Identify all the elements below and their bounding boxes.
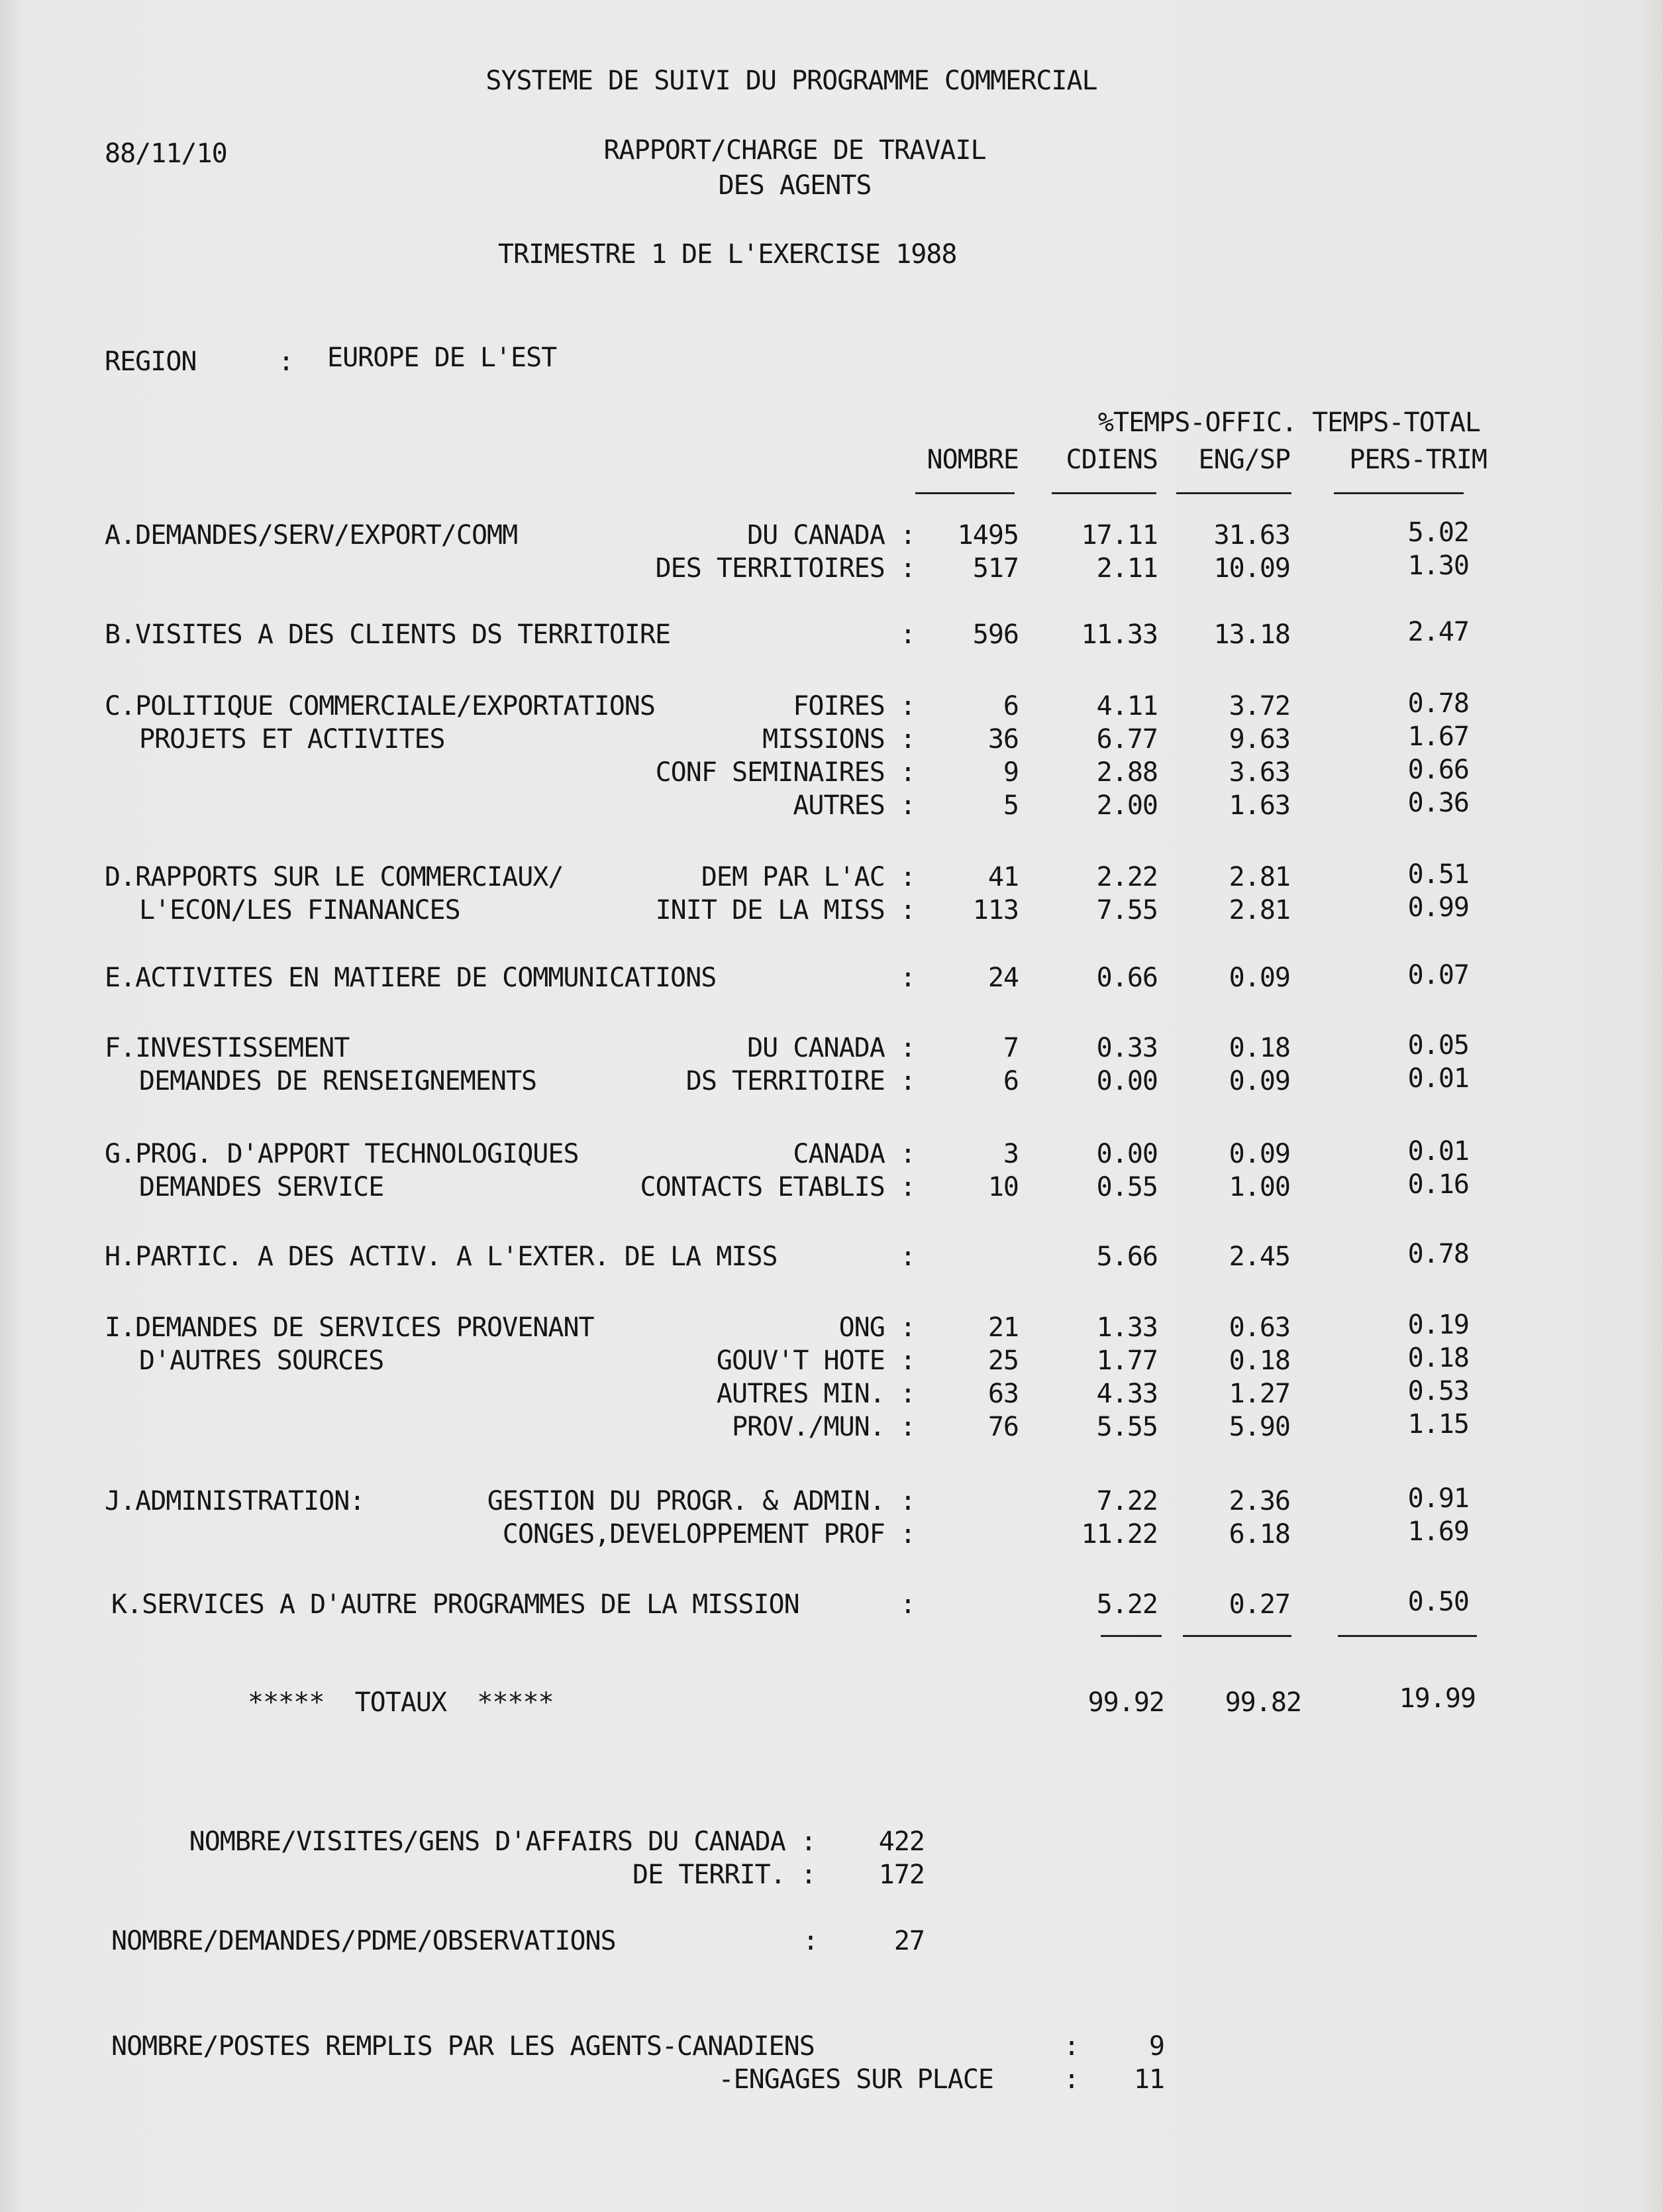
cell-pers-trim: 0.01 <box>1407 1063 1469 1094</box>
report-subtitle: DES AGENTS <box>718 170 872 201</box>
header-underline <box>1176 492 1291 494</box>
cell-engsp: 1.63 <box>1229 790 1290 821</box>
cell-engsp: 0.09 <box>1229 1066 1290 1096</box>
row-subcategory-label: CONGES,DEVELOPPEMENT PROF : <box>502 1519 915 1550</box>
header-nombre: NOMBRE <box>927 445 1019 475</box>
row-category-label: K.SERVICES A D'AUTRE PROGRAMMES DE LA MISSION <box>111 1589 799 1620</box>
cell-cdiens: 1.33 <box>1096 1312 1158 1343</box>
cell-pers-trim: 0.78 <box>1407 688 1469 719</box>
cell-nombre: 1495 <box>957 520 1019 551</box>
row-subcategory-label: PROV./MUN. : <box>732 1412 915 1442</box>
cell-nombre: 3 <box>1003 1139 1019 1169</box>
row-subcategory-label: CANADA : <box>793 1139 915 1169</box>
header-total-time: TEMPS-TOTAL <box>1312 407 1480 438</box>
region-separator: : <box>278 346 294 377</box>
postes-canadiens-value: 9 <box>1148 2031 1164 2062</box>
cell-pers-trim: 0.16 <box>1407 1169 1469 1200</box>
cell-nombre: 7 <box>1003 1033 1019 1063</box>
cell-nombre: 6 <box>1003 691 1019 721</box>
row-subcategory-label: INIT DE LA MISS : <box>655 895 915 925</box>
postes-label: NOMBRE/POSTES REMPLIS PAR LES AGENTS-CANADIENS <box>111 2031 815 2062</box>
cell-nombre: 25 <box>987 1345 1019 1376</box>
cell-nombre: 63 <box>987 1379 1019 1409</box>
cell-nombre: 113 <box>972 895 1019 925</box>
cell-engsp: 3.63 <box>1229 757 1290 788</box>
region-value: EUROPE DE L'EST <box>327 342 557 373</box>
cell-pers-trim: 0.36 <box>1407 788 1469 818</box>
row-category-label: L'ECON/LES FINANANCES <box>139 895 460 925</box>
row-category-label: A.DEMANDES/SERV/EXPORT/COMM <box>105 520 518 551</box>
row-category-label: DEMANDES DE RENSEIGNEMENTS <box>139 1066 537 1096</box>
cell-engsp: 1.00 <box>1229 1172 1290 1202</box>
cell-engsp: 0.09 <box>1229 963 1290 993</box>
cell-engsp: 2.45 <box>1229 1241 1290 1272</box>
row-subcategory-label: : <box>899 1241 915 1272</box>
header-underline <box>1334 492 1464 494</box>
cell-pers-trim: 0.01 <box>1407 1136 1469 1167</box>
cell-engsp: 2.81 <box>1229 895 1290 925</box>
cell-cdiens: 0.00 <box>1096 1066 1158 1096</box>
row-category-label: E.ACTIVITES EN MATIERE DE COMMUNICATIONS <box>105 963 717 993</box>
row-subcategory-label: DES TERRITOIRES : <box>655 553 915 584</box>
row-subcategory-label: GOUV'T HOTE : <box>716 1345 915 1376</box>
row-subcategory-label: AUTRES MIN. : <box>716 1379 915 1409</box>
row-category-label: H.PARTIC. A DES ACTIV. A L'EXTER. DE LA MISS <box>105 1241 778 1272</box>
header-engsp: ENG/SP <box>1198 445 1290 475</box>
cell-pers-trim: 0.07 <box>1407 960 1469 990</box>
row-category-label: G.PROG. D'APPORT TECHNOLOGIQUES <box>105 1139 579 1169</box>
postes-local-value: 11 <box>1133 2064 1164 2095</box>
cell-cdiens: 11.22 <box>1081 1519 1158 1550</box>
cell-pers-trim: 0.99 <box>1407 892 1469 923</box>
cell-nombre: 21 <box>987 1312 1019 1343</box>
cell-nombre: 517 <box>972 553 1019 584</box>
totals-underline <box>1338 1635 1477 1637</box>
cell-pers-trim: 0.05 <box>1407 1030 1469 1061</box>
cell-pers-trim: 0.50 <box>1407 1587 1469 1617</box>
cell-cdiens: 6.77 <box>1096 724 1158 755</box>
row-category-label: I.DEMANDES DE SERVICES PROVENANT <box>105 1312 594 1343</box>
cell-nombre: 6 <box>1003 1066 1019 1096</box>
cell-engsp: 2.36 <box>1229 1486 1290 1516</box>
row-subcategory-label: DU CANADA : <box>747 520 915 551</box>
postes-separator: : <box>1064 2031 1080 2062</box>
cell-engsp: 5.90 <box>1229 1412 1290 1442</box>
cell-pers-trim: 0.78 <box>1407 1239 1469 1269</box>
row-category-label: C.POLITIQUE COMMERCIALE/EXPORTATIONS <box>105 691 655 721</box>
row-subcategory-label: : <box>899 1589 915 1620</box>
cell-cdiens: 2.88 <box>1096 757 1158 788</box>
header-pers-trim: PERS-TRIM <box>1349 445 1487 475</box>
row-category-label: B.VISITES A DES CLIENTS DS TERRITOIRE <box>105 619 671 650</box>
cell-cdiens: 2.00 <box>1096 790 1158 821</box>
cell-engsp: 0.63 <box>1229 1312 1290 1343</box>
cell-engsp: 0.27 <box>1229 1589 1290 1620</box>
cell-pers-trim: 0.18 <box>1407 1343 1469 1373</box>
cell-engsp: 10.09 <box>1213 553 1290 584</box>
totals-underline <box>1183 1635 1291 1637</box>
cell-nombre: 596 <box>972 619 1019 650</box>
cell-engsp: 3.72 <box>1229 691 1290 721</box>
cell-cdiens: 0.66 <box>1096 963 1158 993</box>
cell-cdiens: 5.55 <box>1096 1412 1158 1442</box>
cell-engsp: 1.27 <box>1229 1379 1290 1409</box>
cell-cdiens: 0.00 <box>1096 1139 1158 1169</box>
cell-pers-trim: 1.15 <box>1407 1409 1469 1440</box>
cell-cdiens: 0.55 <box>1096 1172 1158 1202</box>
cell-cdiens: 7.22 <box>1096 1486 1158 1516</box>
row-subcategory-label: CONF SEMINAIRES : <box>655 757 915 788</box>
cell-pers-trim: 1.30 <box>1407 551 1469 581</box>
cell-cdiens: 5.66 <box>1096 1241 1158 1272</box>
row-category-label: D.RAPPORTS SUR LE COMMERCIAUX/ <box>105 862 564 892</box>
row-category-label: F.INVESTISSEMENT <box>105 1033 350 1063</box>
cell-cdiens: 11.33 <box>1081 619 1158 650</box>
row-subcategory-label: GESTION DU PROGR. & ADMIN. : <box>487 1486 915 1516</box>
cell-pers-trim: 1.67 <box>1407 721 1469 752</box>
cell-engsp: 13.18 <box>1213 619 1290 650</box>
cell-cdiens: 2.11 <box>1096 553 1158 584</box>
report-date: 88/11/10 <box>105 138 227 169</box>
row-subcategory-label: DEM PAR L'AC : <box>701 862 915 892</box>
cell-nombre: 5 <box>1003 790 1019 821</box>
row-subcategory-label: AUTRES : <box>793 790 915 821</box>
cell-pers-trim: 0.91 <box>1407 1483 1469 1514</box>
row-subcategory-label: : <box>899 963 915 993</box>
cell-engsp: 0.18 <box>1229 1345 1290 1376</box>
system-title: SYSTEME DE SUIVI DU PROGRAMME COMMERCIAL <box>485 66 1097 96</box>
cell-nombre: 9 <box>1003 757 1019 788</box>
cell-cdiens: 7.55 <box>1096 895 1158 925</box>
row-subcategory-label: FOIRES : <box>793 691 915 721</box>
cell-cdiens: 1.77 <box>1096 1345 1158 1376</box>
row-category-label: J.ADMINISTRATION: <box>105 1486 365 1516</box>
cell-nombre: 24 <box>987 963 1019 993</box>
row-subcategory-label: ONG : <box>838 1312 915 1343</box>
cell-nombre: 41 <box>987 862 1019 892</box>
totals-cdiens: 99.92 <box>1087 1687 1164 1718</box>
cell-cdiens: 4.33 <box>1096 1379 1158 1409</box>
cell-pers-trim: 5.02 <box>1407 517 1469 548</box>
totals-underline <box>1101 1635 1162 1637</box>
demandes-value: 27 <box>893 1926 925 1956</box>
row-subcategory-label: DS TERRITOIRE : <box>685 1066 915 1096</box>
header-pct-time: %TEMPS-OFFIC. <box>1097 407 1297 438</box>
cell-pers-trim: 2.47 <box>1407 617 1469 647</box>
totals-pers-trim: 19.99 <box>1399 1683 1476 1714</box>
cell-cdiens: 17.11 <box>1081 520 1158 551</box>
cell-pers-trim: 0.53 <box>1407 1376 1469 1406</box>
cell-engsp: 9.63 <box>1229 724 1290 755</box>
row-subcategory-label: CONTACTS ETABLIS : <box>640 1172 915 1202</box>
cell-nombre: 76 <box>987 1412 1019 1442</box>
postes-local-separator: : <box>1064 2064 1080 2095</box>
row-category-label: DEMANDES SERVICE <box>139 1172 384 1202</box>
cell-nombre: 36 <box>987 724 1019 755</box>
report-period: TRIMESTRE 1 DE L'EXERCISE 1988 <box>498 239 957 270</box>
cell-engsp: 31.63 <box>1213 520 1290 551</box>
column-group-header <box>993 407 1480 439</box>
cell-nombre: 10 <box>987 1172 1019 1202</box>
cell-cdiens: 4.11 <box>1096 691 1158 721</box>
visits-territ-label: DE TERRIT. : <box>632 1860 816 1890</box>
totals-label: ***** TOTAUX ***** <box>248 1687 554 1718</box>
report-title: RAPPORT/CHARGE DE TRAVAIL <box>603 135 986 166</box>
row-subcategory-label: MISSIONS : <box>762 724 915 755</box>
visits-canada-label: NOMBRE/VISITES/GENS D'AFFAIRS DU CANADA : <box>189 1826 816 1857</box>
demandes-separator: : <box>803 1926 819 1956</box>
row-category-label: D'AUTRES SOURCES <box>139 1345 384 1376</box>
visits-territ-value: 172 <box>878 1860 925 1890</box>
cell-pers-trim: 1.69 <box>1407 1516 1469 1547</box>
cell-engsp: 0.18 <box>1229 1033 1290 1063</box>
cell-pers-trim: 0.19 <box>1407 1310 1469 1340</box>
cell-pers-trim: 0.66 <box>1407 755 1469 785</box>
region-label: REGION <box>105 346 197 377</box>
cell-pers-trim: 0.51 <box>1407 859 1469 890</box>
cell-cdiens: 0.33 <box>1096 1033 1158 1063</box>
cell-engsp: 6.18 <box>1229 1519 1290 1550</box>
postes-local-label: -ENGAGES SUR PLACE <box>718 2064 993 2095</box>
totals-engsp: 99.82 <box>1225 1687 1301 1718</box>
header-underline <box>1052 492 1156 494</box>
demandes-label: NOMBRE/DEMANDES/PDME/OBSERVATIONS <box>111 1926 616 1956</box>
header-underline <box>915 492 1015 494</box>
visits-canada-value: 422 <box>878 1826 925 1857</box>
row-subcategory-label: : <box>899 619 915 650</box>
header-cdiens: CDIENS <box>1066 445 1158 475</box>
cell-cdiens: 2.22 <box>1096 862 1158 892</box>
cell-engsp: 2.81 <box>1229 862 1290 892</box>
cell-engsp: 0.09 <box>1229 1139 1290 1169</box>
row-subcategory-label: DU CANADA : <box>747 1033 915 1063</box>
row-category-label: PROJETS ET ACTIVITES <box>139 724 445 755</box>
cell-cdiens: 5.22 <box>1096 1589 1158 1620</box>
